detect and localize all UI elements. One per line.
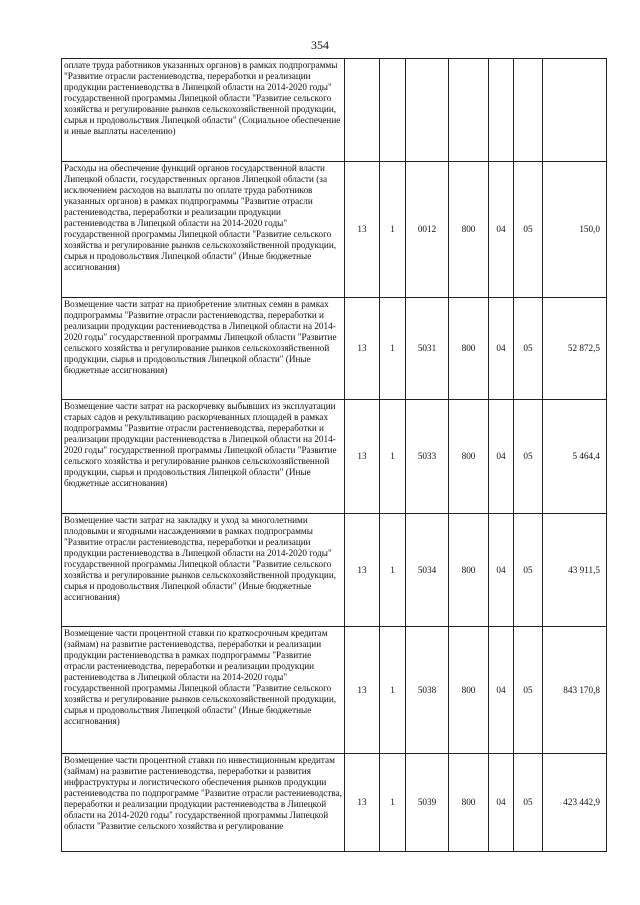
cell-code: 5031 — [406, 298, 449, 400]
cell-ved: 13 — [345, 754, 380, 852]
cell-ved: 13 — [345, 298, 380, 400]
cell-expense-type: 800 — [449, 400, 489, 514]
cell-subsection: 05 — [514, 627, 543, 754]
table-row — [62, 400, 607, 514]
cell-code: 0012 — [406, 162, 449, 298]
cell-subprogram: 1 — [380, 754, 406, 852]
cell-ved: 13 — [345, 627, 380, 754]
cell-subprogram — [380, 59, 406, 162]
cell-subsection: 05 — [514, 754, 543, 852]
cell-amount: 43 911,5 — [543, 514, 607, 627]
cell-subsection: 05 — [514, 400, 543, 514]
cell-section — [489, 59, 514, 162]
row-description: Возмещение части процентной ставки по краткосрочным кредитам (займам) на развитие растениеводства, переработки и реализации продукции растениеводства в рамках подпрограммы "Развитие отрасли растениеводства, переработки и реализации продукции растениеводства в Липецкой области на 2014-2020 годы" государственной программы Липецкой области "Развитие сельского хозяйства и регулирование рынков сельскохозяйственной продукции, сырья и продовольствия Липецкой области" (Иные бюджетные ассигнования) — [62, 627, 345, 754]
cell-subprogram: 1 — [380, 298, 406, 400]
cell-subsection: 05 — [514, 162, 543, 298]
cell-amount — [543, 59, 607, 162]
cell-subprogram: 1 — [380, 514, 406, 627]
cell-ved: 13 — [345, 514, 380, 627]
table-row — [62, 514, 607, 627]
cell-section: 04 — [489, 400, 514, 514]
table-row — [62, 754, 607, 852]
row-description: оплате труда работников указанных органов) в рамках подпрограммы "Развитие отрасли растениеводства, переработки и реализации продукции растениеводства в Липецкой области на 2014-2020 годы" государственной программы Липецкой области "Развитие сельского хозяйства и регулирование рынков сельскохозяйственной продукции, сырья и продовольствия Липецкой области" (Социальное обеспечение и иные выплаты населению) — [62, 59, 345, 162]
cell-ved: 13 — [345, 162, 380, 298]
row-description: Возмещение части затрат на раскорчевку выбывших из эксплуатации старых садов и рекультивацию раскорчеванных площадей в рамках подпрограммы "Развитие отрасли растениеводства, переработки и реализации продукции растениеводства в Липецкой области на 2014-2020 годы" государственной программы Липецкой области "Развитие сельского хозяйства и регулирование рынков сельскохозяйственной продукции, сырья и продовольствия Липецкой области" (Иные бюджетные ассигнования) — [62, 400, 345, 514]
cell-section: 04 — [489, 162, 514, 298]
cell-subsection: 05 — [514, 298, 543, 400]
cell-ved: 13 — [345, 400, 380, 514]
cell-amount: 423 442,9 — [543, 754, 607, 852]
table-row — [62, 627, 607, 754]
cell-ved — [345, 59, 380, 162]
cell-section: 04 — [489, 514, 514, 627]
cell-amount: 150,0 — [543, 162, 607, 298]
budget-table — [61, 58, 607, 852]
row-description: Расходы на обеспечение функций органов государственной власти Липецкой области, государственных органов Липецкой области (за исключением расходов на выплаты по оплате труда работников указанных органов) в рамках подпрограммы "Развитие отрасли растениеводства, переработки и реализации продукции растениеводства в Липецкой области на 2014-2020 годы" государственной программы Липецкой области "Развитие сельского хозяйства и регулирование рынков сельскохозяйственной продукции, сырья и продовольствия Липецкой области" (Иные бюджетные ассигнования) — [62, 162, 345, 298]
cell-section: 04 — [489, 627, 514, 754]
cell-amount: 843 170,8 — [543, 627, 607, 754]
cell-subsection: 05 — [514, 514, 543, 627]
cell-section: 04 — [489, 298, 514, 400]
cell-expense-type: 800 — [449, 298, 489, 400]
cell-section: 04 — [489, 754, 514, 852]
row-description: Возмещение части затрат на приобретение элитных семян в рамках подпрограммы "Развитие отрасли растениеводства, переработки и реализации продукции растениеводства в Липецкой области на 2014-2020 годы" государственной программы Липецкой области "Развитие сельского хозяйства и регулирование рынков сельскохозяйственной продукции, сырья и продовольствия Липецкой области" (Иные бюджетные ассигнования) — [62, 298, 345, 400]
cell-expense-type — [449, 59, 489, 162]
cell-code: 5034 — [406, 514, 449, 627]
cell-amount: 52 872,5 — [543, 298, 607, 400]
cell-code: 5033 — [406, 400, 449, 514]
cell-subprogram: 1 — [380, 162, 406, 298]
cell-expense-type: 800 — [449, 514, 489, 627]
cell-code: 5038 — [406, 627, 449, 754]
row-description: Возмещение части процентной ставки по инвестиционным кредитам (займам) на развитие растениеводства, переработки и развития инфраструктуры и логистического обеспечения рынков продукции растениеводства по подпрограмме "Развитие отрасли растениеводства, переработки и реализации продукции растениеводства в Липецкой области на 2014-2020 годы" государственной программы Липецкой области "Развитие сельского хозяйства и регулирование — [62, 754, 345, 852]
table-row — [62, 298, 607, 400]
cell-subprogram: 1 — [380, 400, 406, 514]
cell-subsection — [514, 59, 543, 162]
cell-amount: 5 464,4 — [543, 400, 607, 514]
table-row — [62, 162, 607, 298]
table-row — [62, 59, 607, 162]
cell-expense-type: 800 — [449, 627, 489, 754]
row-description: Возмещение части затрат на закладку и уход за многолетними плодовыми и ягодными насаждениями в рамках подпрограммы "Развитие отрасли растениеводства, переработки и реализации продукции растениеводства в Липецкой области на 2014-2020 годы" государственной программы Липецкой области "Развитие сельского хозяйства и регулирование рынков сельскохозяйственной продукции, сырья и продовольствия Липецкой области" (Иные бюджетные ассигнования) — [62, 514, 345, 627]
cell-code: 5039 — [406, 754, 449, 852]
cell-expense-type: 800 — [449, 162, 489, 298]
cell-subprogram: 1 — [380, 627, 406, 754]
cell-code — [406, 59, 449, 162]
page-number: 354 — [311, 38, 329, 52]
cell-expense-type: 800 — [449, 754, 489, 852]
